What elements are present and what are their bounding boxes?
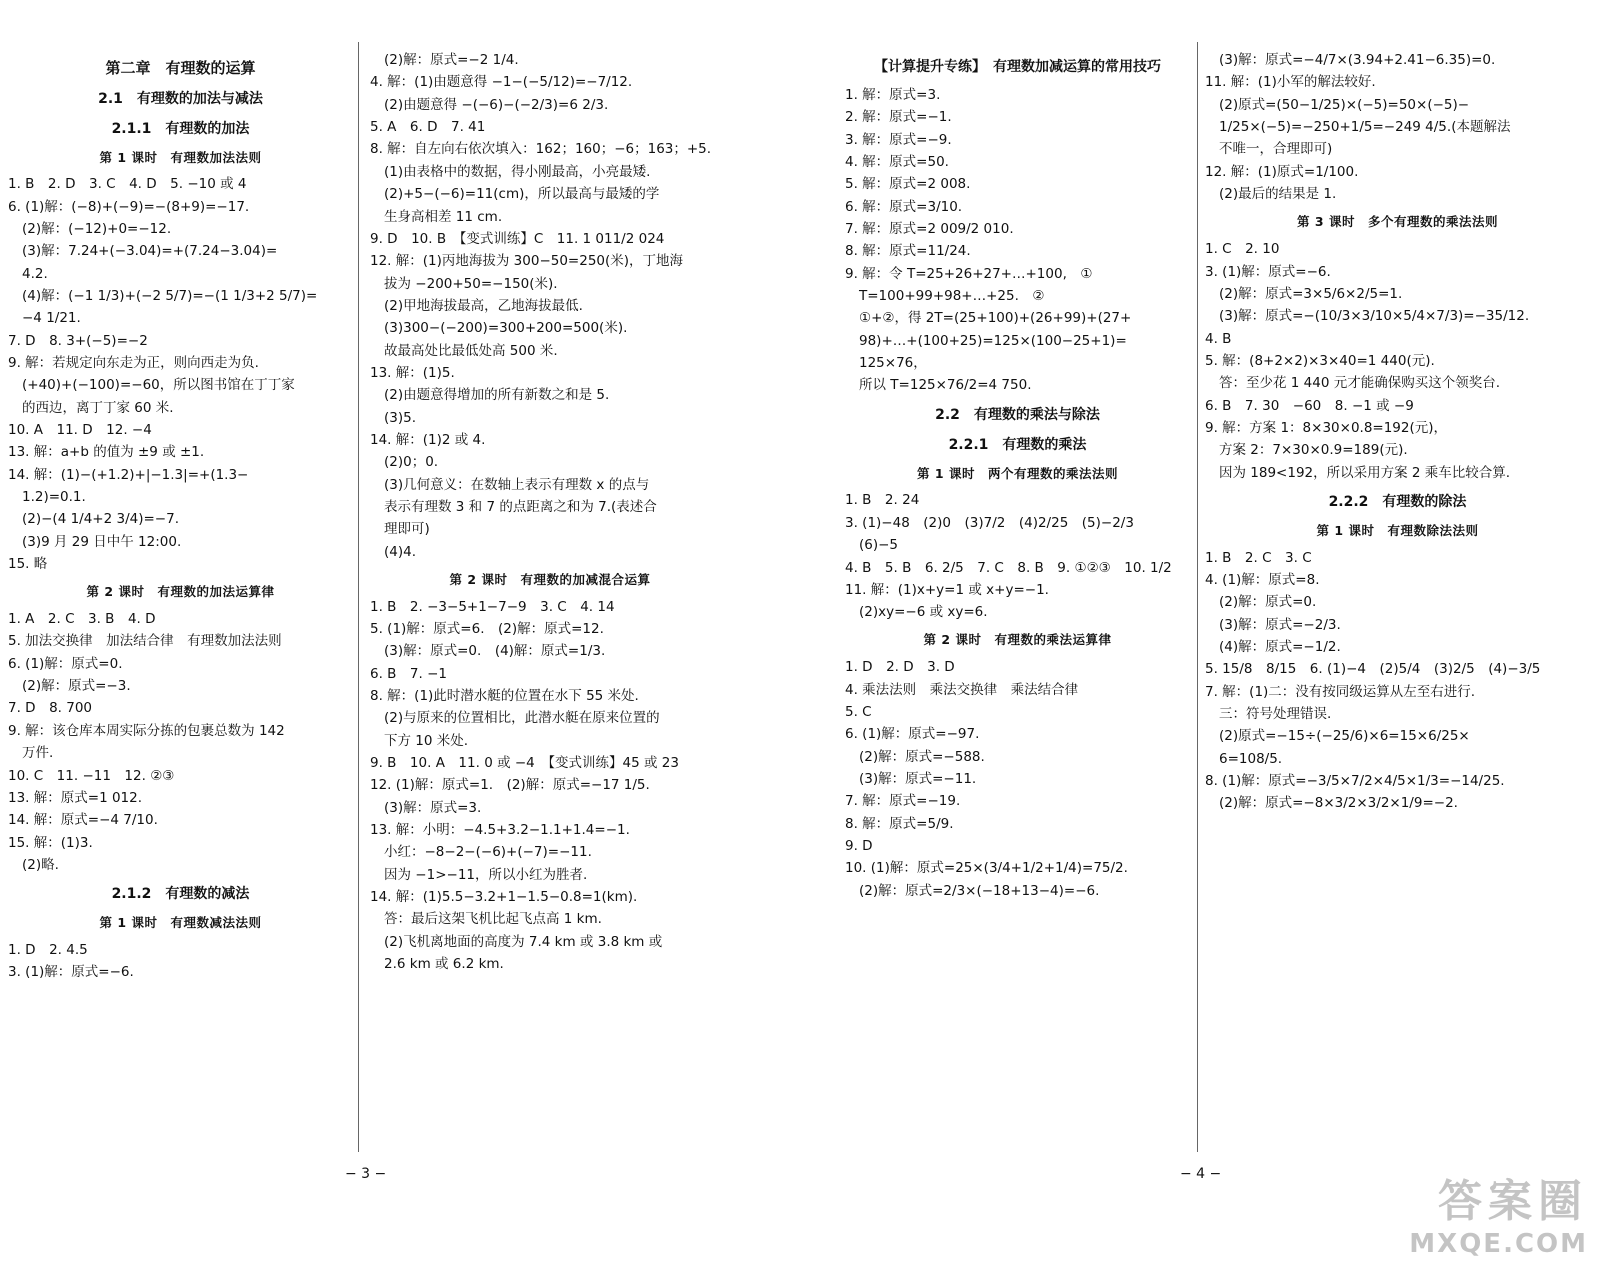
- answer-line: (2)由题意得 −(−6)−(−2/3)=6 2/3.: [384, 96, 609, 113]
- answer-line: 生身高相差 11 cm.: [384, 208, 503, 225]
- answer-line: 125×76，: [859, 355, 927, 372]
- right-page-column-2: [1205, 48, 1590, 816]
- answer-line: (3)解：原式=−4/7×(3.94+2.41−6.35)=0.: [1219, 52, 1496, 69]
- answer-line: 4. 乘法法则 乘法交换律 乘法结合律: [845, 681, 1079, 698]
- answer-line: (2)−(4 1/4+2 3/4)=−7.: [22, 511, 179, 528]
- answer-line: (1)由表格中的数据，得小刚最高，小亮最矮.: [384, 163, 651, 180]
- watermark-text: 答案圈: [1438, 1176, 1588, 1227]
- answer-line: 11. 解：(1)x+y=1 或 x+y=−1.: [845, 581, 1049, 598]
- answer-line: 1. B 2. C 3. C: [1205, 549, 1312, 566]
- answer-line: 答：至少花 1 440 元才能确保购买这个领奖台.: [1219, 375, 1501, 392]
- section-heading: 2.2 有理数的乘法与除法: [935, 406, 1100, 423]
- answer-line: 9. D 10. B 【变式训练】C 11. 1 011/2 024: [370, 230, 665, 247]
- answer-line: 15. 解：(1)3.: [8, 834, 93, 851]
- answer-line: 4. B: [1205, 330, 1232, 347]
- answer-line: (3)解：7.24+(−3.04)=+(7.24−3.04)=: [22, 243, 278, 260]
- answer-line: (3)解：原式=−11.: [859, 770, 977, 787]
- answer-line: (2)略.: [22, 856, 59, 873]
- answer-line: 3. (1)解：原式=−6.: [8, 964, 134, 981]
- answer-line: 6. (1)解：原式=−97.: [845, 726, 980, 743]
- left-page-column-1: [8, 48, 353, 985]
- answer-line: 因为 189<192，所以采用方案 2 乘车比较合算.: [1219, 464, 1511, 481]
- answer-line: 因为 −1>−11，所以小红为胜者.: [384, 866, 588, 883]
- answer-line: 1.2)=0.1.: [22, 489, 86, 506]
- section-heading: 【计算提升专练】 有理数加减运算的常用技巧: [874, 59, 1161, 75]
- answer-line: 12. (1)解：原式=1. (2)解：原式=−17 1/5.: [370, 777, 650, 794]
- answer-line: (2)原式=−15÷(−25/6)×6=15×6/25×: [1219, 728, 1470, 745]
- section-heading: 第 2 课时 有理数的加法运算律: [86, 584, 275, 600]
- answer-line: 5. 15/8 8/15 6. (1)−4 (2)5/4 (3)2/5 (4)−3/5: [1205, 661, 1541, 678]
- answer-line: 的西边，离丁丁家 60 米.: [22, 399, 174, 416]
- answer-line: (3)解：原式=0. (4)解：原式=1/3.: [384, 643, 606, 660]
- answer-line: 1. 解：原式=3.: [845, 87, 941, 103]
- section-heading: 第 3 课时 多个有理数的乘法法则: [1297, 214, 1498, 230]
- answer-line: (2)解：原式=−8×3/2×3/2×1/9=−2.: [1219, 795, 1458, 812]
- answer-line: 1. D 2. 4.5: [8, 941, 88, 958]
- answer-line: (2)原式=(50−1/25)×(−5)=50×(−5)−: [1219, 96, 1470, 113]
- answer-line: 10. A 11. D 12. −4: [8, 422, 152, 439]
- answer-line: 3. 解：原式=−9.: [845, 131, 952, 148]
- answer-line: 13. 解：小明：−4.5+3.2−1.1+1.4=−1.: [370, 822, 630, 839]
- answer-line: (3)解：原式=−2/3.: [1219, 616, 1341, 633]
- answer-line: (3)几何意义：在数轴上表示有理数 x 的点与: [384, 476, 650, 493]
- answer-line: 1. D 2. D 3. D: [845, 659, 955, 676]
- answer-line: 4. B 5. B 6. 2/5 7. C 8. B 9. ①②③ 10. 1/2: [845, 559, 1172, 576]
- section-heading: 第 2 课时 有理数的乘法运算律: [923, 632, 1112, 648]
- answer-line: (2)解：原式=2/3×(−18+13−4)=−6.: [859, 882, 1100, 899]
- answer-line: (+40)+(−100)=−60，所以图书馆在丁丁家: [22, 377, 295, 394]
- answer-line: 5. 解：原式=2 008.: [845, 176, 971, 193]
- answer-line: 1. C 2. 10: [1205, 241, 1280, 258]
- answer-line: 答：最后这架飞机比起飞点高 1 km.: [384, 911, 602, 928]
- answer-line: 10. (1)解：原式=25×(3/4+1/2+1/4)=75/2.: [845, 860, 1128, 877]
- right-page-column-1: [845, 48, 1190, 903]
- answer-line: 表示有理数 3 和 7 的点距离之和为 7.(表述合: [384, 498, 657, 515]
- answer-line: 14. 解：原式=−4 7/10.: [8, 812, 158, 829]
- answer-line: 8. (1)解：原式=−3/5×7/2×4/5×1/3=−14/25.: [1205, 773, 1505, 790]
- answer-line: (4)解：原式=−1/2.: [1219, 638, 1341, 655]
- answer-line: (4)解：(−1 1/3)+(−2 5/7)=−(1 1/3+2 5/7)=: [22, 287, 318, 304]
- answer-line: 14. 解：(1)−(+1.2)+|−1.3|=+(1.3−: [8, 466, 249, 483]
- answer-line: T=100+99+98+…+25. ②: [859, 288, 1045, 305]
- answer-line: 三：符号处理错误.: [1219, 706, 1332, 722]
- answer-line: 7. D 8. 3+(−5)=−2: [8, 332, 148, 349]
- answer-line: 14. 解：(1)2 或 4.: [370, 431, 486, 448]
- answer-line: 5. 加法交换律 加法结合律 有理数加法法则: [8, 633, 282, 650]
- watermark-logo: [1409, 1165, 1588, 1259]
- column-divider-right: [1197, 42, 1198, 1152]
- section-heading: 2.2.2 有理数的除法: [1328, 493, 1467, 510]
- answer-line: 9. D: [845, 837, 873, 854]
- answer-line: (6)−5: [859, 537, 899, 554]
- left-page-column-2: [370, 48, 730, 977]
- answer-line: 3. (1)−48 (2)0 (3)7/2 (4)2/25 (5)−2/3: [845, 514, 1134, 531]
- answer-line: (3)5.: [384, 409, 417, 426]
- answer-line: (2)解：原式=−3.: [22, 678, 131, 695]
- answer-line: (2)飞机离地面的高度为 7.4 km 或 3.8 km 或: [384, 933, 663, 950]
- answer-line: 1. B 2. 24: [845, 492, 920, 509]
- answer-line: 理即可): [384, 521, 430, 538]
- section-heading: 2.1.1 有理数的加法: [111, 120, 250, 137]
- answer-line: 3. (1)解：原式=−6.: [1205, 263, 1331, 280]
- section-heading: 第 2 课时 有理数的加减混合运算: [449, 571, 651, 587]
- answer-line: (4)4.: [384, 543, 417, 560]
- answer-line: 所以 T=125×76/2=4 750.: [859, 377, 1032, 394]
- answer-line: 4. 解：(1)由题意得 −1−(−5/12)=−7/12.: [370, 74, 633, 91]
- answer-line: 6. (1)解：原式=0.: [8, 655, 123, 672]
- answer-line: 6. (1)解：(−8)+(−9)=−(8+9)=−17.: [8, 198, 250, 215]
- answer-line: 7. 解：原式=−19.: [845, 793, 961, 810]
- answer-line: (2)+5−(−6)=11(cm)，所以最高与最矮的学: [384, 186, 660, 203]
- answer-line: 9. 解：令 T=25+26+27+…+100, ①: [845, 265, 1093, 282]
- answer-line: 98)+…+(100+25)=125×(100−25+1)=: [859, 332, 1127, 349]
- answer-line: 9. 解：该仓库本周实际分拣的包裹总数为 142: [8, 722, 285, 739]
- answer-line: 5. 解：(8+2×2)×3×40=1 440(元).: [1205, 352, 1435, 369]
- answer-line: 11. 解：(1)小军的解法较好.: [1205, 74, 1376, 91]
- answer-line: (2)与原来的位置相比，此潜水艇在原来位置的: [384, 710, 660, 727]
- answer-line: 8. 解：原式=5/9.: [845, 815, 954, 832]
- answer-line: 1. B 2. −3−5+1−7−9 3. C 4. 14: [370, 598, 615, 615]
- answer-line: 5. (1)解：原式=6. (2)解：原式=12.: [370, 621, 604, 637]
- section-heading: 2.2.1 有理数的乘法: [948, 436, 1087, 453]
- answer-line: 7. D 8. 700: [8, 700, 93, 717]
- answer-line: 故最高处比最低处高 500 米.: [384, 342, 558, 359]
- answer-line: 6=108/5.: [1219, 750, 1283, 767]
- answer-line: (3)9 月 29 日中午 12:00.: [22, 533, 182, 550]
- answer-line: 1. B 2. D 3. C 4. D 5. −10 或 4: [8, 176, 247, 193]
- answer-line: (2)解：原式=0.: [1219, 594, 1317, 611]
- section-heading: 2.1 有理数的加法与减法: [98, 90, 263, 107]
- answer-line: 8. 解：(1)此时潜水艇的位置在水下 55 米处.: [370, 688, 639, 705]
- answer-line: 1/25×(−5)=−250+1/5=−249 4/5.(本题解法: [1219, 119, 1511, 136]
- answer-line: (2)解：(−12)+0=−12.: [22, 220, 172, 237]
- answer-line: (3)300−(−200)=300+200=500(米).: [384, 320, 628, 337]
- section-heading: 第 1 课时 两个有理数的乘法法则: [917, 465, 1118, 481]
- answer-line: 拔为 −200+50=−150(米).: [384, 275, 558, 292]
- answer-line: (3)解：原式=−(10/3×3/10×5/4×7/3)=−35/12.: [1219, 308, 1530, 325]
- answer-line: 1. A 2. C 3. B 4. D: [8, 611, 156, 628]
- answer-line: 6. B 7. −1: [370, 665, 448, 682]
- answer-line: 4.2.: [22, 265, 48, 282]
- answer-line: 9. B 10. A 11. 0 或 −4 【变式训练】45 或 23: [370, 755, 679, 772]
- answer-line: 8. 解：自左向右依次填入：162；160；−6；163；+5.: [370, 141, 712, 158]
- section-heading: 第 1 课时 有理数加法法则: [99, 149, 262, 165]
- answer-line: (2)0；0.: [384, 454, 439, 471]
- answer-line: 4. (1)解：原式=8.: [1205, 571, 1320, 588]
- answer-line: 12. 解：(1)原式=1/100.: [1205, 163, 1359, 180]
- answer-line: 方案 2：7×30×0.9=189(元).: [1219, 442, 1408, 459]
- answer-line: 13. 解：a+b 的值为 ±9 或 ±1.: [8, 444, 205, 461]
- answer-line: 10. C 11. −11 12. ②③: [8, 767, 175, 784]
- answer-line: 万件.: [22, 745, 54, 762]
- answer-line: 15. 略: [8, 556, 48, 573]
- answer-line: 7. 解：(1)二：没有按同级运算从左至右进行.: [1205, 683, 1476, 700]
- page-number-right: − 4 −: [1180, 1166, 1222, 1182]
- answer-line: (2)解：原式=3×5/6×2/5=1.: [1219, 285, 1403, 302]
- answer-line: 小红：−8−2−(−6)+(−7)=−11.: [384, 844, 592, 861]
- answer-line: (3)解：原式=3.: [384, 799, 482, 816]
- column-divider-left: [358, 42, 359, 1152]
- answer-line: 14. 解：(1)5.5−3.2+1−1.5−0.8=1(km).: [370, 889, 638, 906]
- section-heading: 第 1 课时 有理数除法法则: [1316, 522, 1479, 538]
- answer-line: (2)最后的结果是 1.: [1219, 186, 1337, 203]
- answer-line: 9. 解：方案 1：8×30×0.8=192(元)，: [1205, 419, 1448, 436]
- answer-line: (2)xy=−6 或 xy=6.: [859, 604, 988, 621]
- answer-line: 8. 解：原式=11/24.: [845, 243, 971, 260]
- answer-line: ①+②，得 2T=(25+100)+(26+99)+(27+: [859, 310, 1132, 327]
- answer-line: 13. 解：原式=1 012.: [8, 789, 143, 806]
- answer-line: 9. 解：若规定向东走为正，则向西走为负.: [8, 355, 259, 371]
- answer-line: 5. A 6. D 7. 41: [370, 119, 486, 136]
- answer-line: 2. 解：原式=−1.: [845, 109, 952, 126]
- answer-line: (2)甲地海拔最高，乙地海拔最低.: [384, 297, 583, 314]
- answer-line: 6. 解：原式=3/10.: [845, 198, 963, 215]
- answer-line: 2.6 km 或 6.2 km.: [384, 956, 504, 973]
- answer-line: 不唯一，合理即可): [1219, 141, 1333, 158]
- answer-line: 5. C: [845, 703, 872, 720]
- answer-line: 4. 解：原式=50.: [845, 154, 949, 171]
- answer-line: 12. 解：(1)丙地海拔为 300−50=250(米)，丁地海: [370, 253, 684, 270]
- answer-line: (2)由题意得增加的所有新数之和是 5.: [384, 387, 610, 404]
- section-heading: 2.1.2 有理数的减法: [111, 886, 250, 903]
- answer-line: −4 1/21.: [22, 310, 81, 327]
- page-number-left: − 3 −: [345, 1166, 387, 1182]
- section-heading: 第 1 课时 有理数减法法则: [99, 915, 262, 931]
- answer-line: (2)解：原式=−588.: [859, 748, 985, 765]
- answer-line: (2)解：原式=−2 1/4.: [384, 52, 519, 69]
- answer-line: 6. B 7. 30 −60 8. −1 或 −9: [1205, 397, 1414, 414]
- answer-line: 7. 解：原式=2 009/2 010.: [845, 221, 1014, 238]
- watermark-url: MXQE.COM: [1409, 1229, 1588, 1259]
- answer-line: 下方 10 米处.: [384, 732, 469, 749]
- section-heading: 第二章 有理数的运算: [105, 59, 256, 77]
- answer-line: 13. 解：(1)5.: [370, 364, 455, 381]
